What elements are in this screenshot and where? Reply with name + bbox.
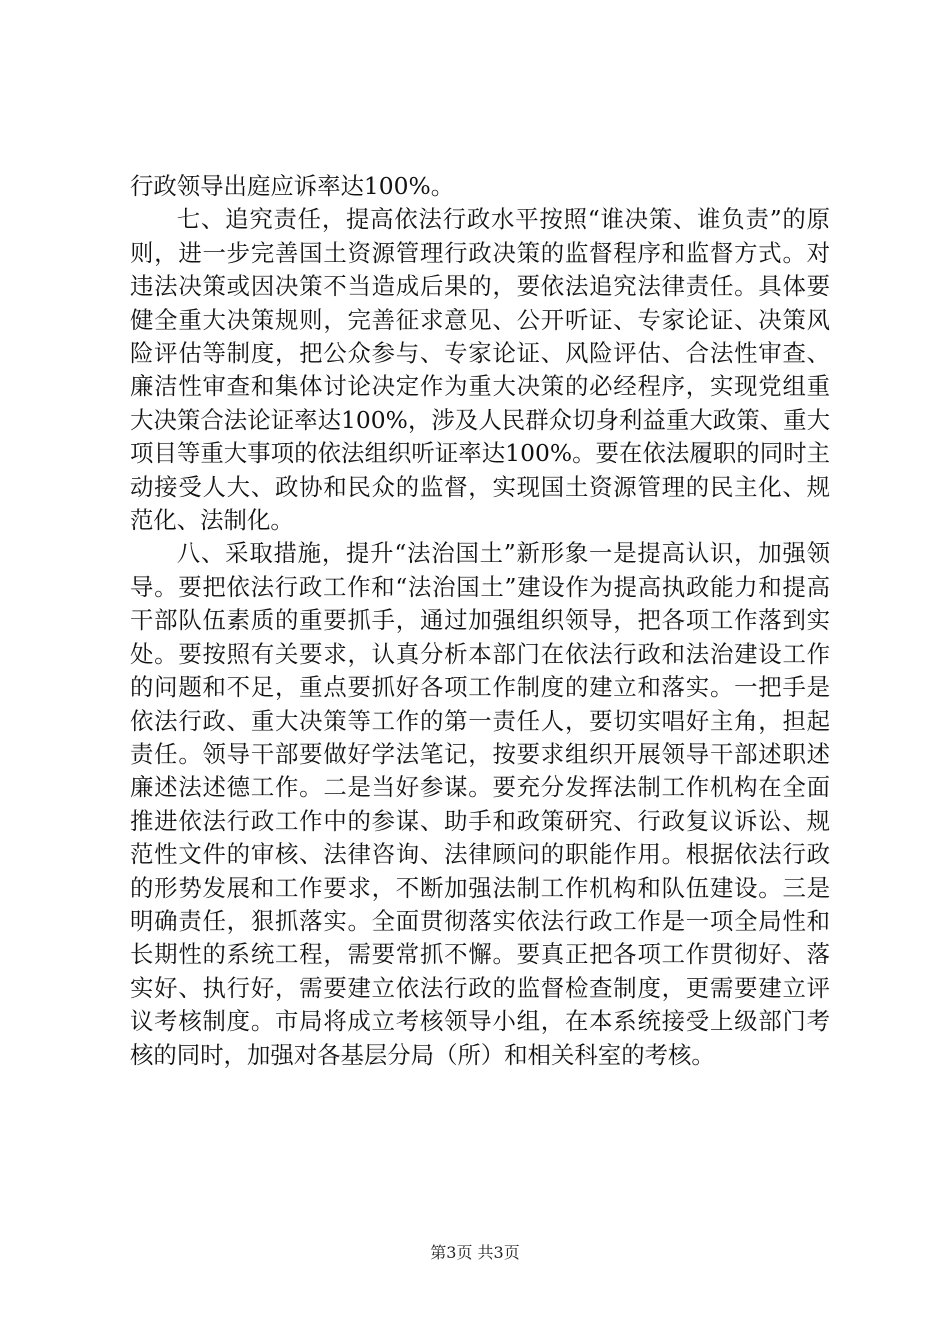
paragraph-continuation: 行政领导出庭应诉率达100%。 <box>130 172 455 200</box>
document-body <box>130 170 830 1072</box>
page-number-footer: 第3页 共3页 <box>430 1243 520 1262</box>
paragraph-section-8: 八、采取措施，提升“法治国土”新形象一是提高认识，加强领导。要把依法行政工作和“法治国土”建设作为提高执政能力和提高干部队伍素质的重要抓手，通过加强组织领导，把各项工作落到实处。要按照有关要求，认真分析本部门在依法行政和法治建设工作的问题和不足，重点要抓好各项工作制度的建立和落实。一把手是依法行政、重大决策等工作的第一责任人，要切实唱好主角，担起责任。领导干部要做好学法笔记，按要求组织开展领导干部述职述廉述法述德工作。二是当好参谋。要充分发挥法制工作机构在全面推进依法行政工作中的参谋、助手和政策研究、行政复议诉讼、规范性文件的审核、法律咨询、法律顾问的职能作用。根据依法行政的形势发展和工作要求，不断加强法制工作机构和队伍建设。三是明确责任，狠抓落实。全面贯彻落实依法行政工作是一项全局性和长期性的系统工程，需要常抓不懈。要真正把各项工作贯彻好、落实好、执行好，需要建立依法行政的监督检查制度，更需要建立评议考核制度。市局将成立考核领导小组，在本系统接受上级部门考核的同时，加强对各基层分局（所）和相关科室的考核。 <box>130 539 830 1069</box>
paragraph-section-7: 七、追究责任，提高依法行政水平按照“谁决策、谁负责”的原则，进一步完善国土资源管理行政决策的监督程序和监督方式。对违法决策或因决策不当造成后果的，要依法追究法律责任。具体要健全重大决策规则，完善征求意见、公开听证、专家论证、决策风险评估等制度，把公众参与、专家论证、风险评估、合法性审查、廉洁性审查和集体讨论决定作为重大决策的必经程序，实现党组重大决策合法论证率达100%，涉及人民群众切身利益重大政策、重大项目等重大事项的依法组织听证率达100%。要在依法履职的同时主动接受人大、政协和民众的监督，实现国土资源管理的民主化、规范化、法制化。 <box>130 205 830 535</box>
